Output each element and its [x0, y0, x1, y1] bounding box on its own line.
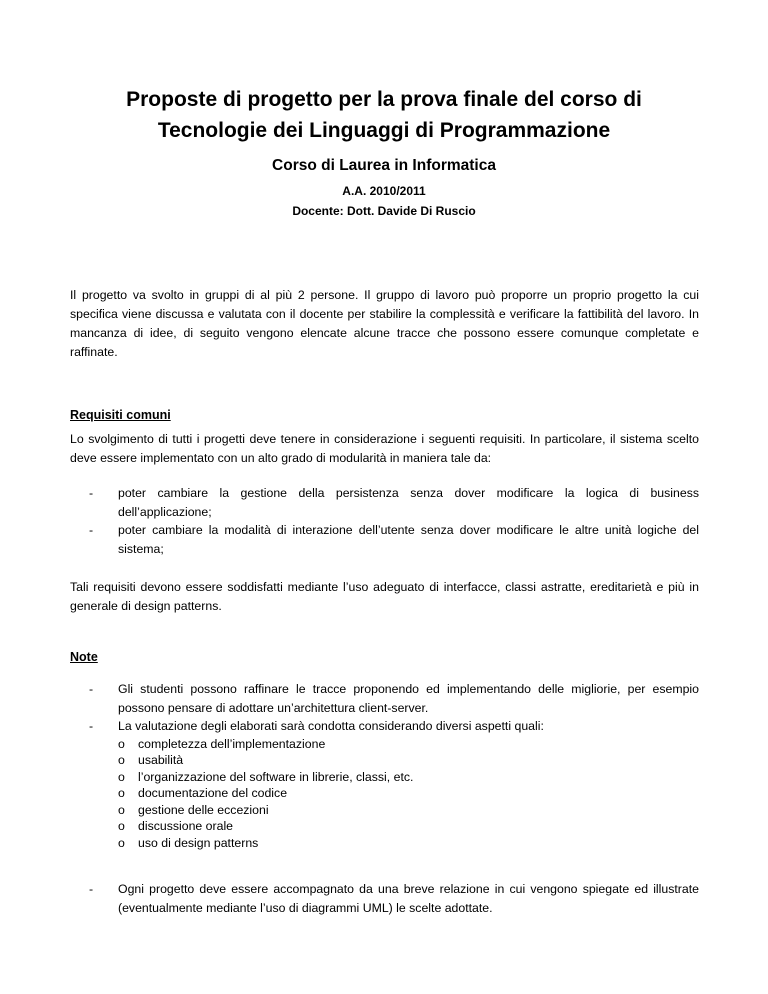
list-item-text: Gli studenti possono raffinare le tracce proponendo ed implementando delle migliorie, per esempio possono pensare di adottare un’architettura client-server.	[118, 682, 699, 715]
criteria-item	[118, 802, 699, 819]
list-item	[70, 680, 699, 717]
list-item	[70, 880, 699, 917]
list-item-text: poter cambiare la modalità di interazione dell’utente senza dover modificare le altre unità logiche del sistema;	[118, 523, 699, 556]
dash-bullet: -	[89, 486, 94, 500]
academic-year: A.A. 2010/2011	[342, 184, 426, 198]
circle-bullet: o	[118, 786, 125, 800]
requisiti-footer: Tali requisiti devono essere soddisfatti mediante l’uso adeguato di interfacce, classi astratte, ereditarietà e più in generale di design patterns.	[70, 580, 699, 613]
list-item-text: La valutazione degli elaborati sarà condotta considerando diversi aspetti quali:	[118, 719, 544, 733]
criteria-item	[118, 752, 699, 769]
title-line-1: Proposte di progetto per la prova finale del corso di	[126, 88, 642, 111]
criteria-item	[118, 835, 699, 852]
list-item-text: Ogni progetto deve essere accompagnato da una breve relazione in cui vengono spiegate ed illustrate (eventualmente mediante l’uso di diagrammi UML) le scelte adottate.	[118, 882, 699, 915]
circle-bullet: o	[118, 769, 125, 784]
list-item	[70, 484, 699, 521]
list-item	[70, 521, 699, 558]
requisiti-paragraph: Lo svolgimento di tutti i progetti deve tenere in considerazione i seguenti requisiti. In particolare, il sistema scelto deve essere implementato con un alto grado di modularità in maniera tale da:	[70, 432, 699, 465]
dash-bullet: -	[89, 882, 94, 896]
requisiti-list	[70, 484, 699, 558]
criteria-text: documentazione del codice	[138, 786, 288, 800]
criteria-text: uso di design patterns	[138, 835, 259, 850]
criteria-item	[118, 818, 699, 835]
criteria-text: usabilità	[138, 753, 184, 767]
note-heading: Note	[70, 650, 98, 664]
criteria-text: discussione orale	[138, 819, 234, 833]
criteria-text: l’organizzazione del software in librerie, classi, etc.	[138, 769, 414, 784]
circle-bullet: o	[118, 835, 125, 850]
criteria-text: completezza dell’implementazione	[138, 736, 326, 751]
teacher-name: Docente: Dott. Davide Di Ruscio	[292, 204, 476, 218]
criteria-text: gestione delle eccezioni	[138, 802, 269, 817]
requisiti-heading: Requisiti comuni	[70, 408, 171, 422]
intro-paragraph: Il progetto va svolto in gruppi di al più 2 persone. Il gruppo di lavoro può proporre un proprio progetto la cui specifica viene discussa e valutata con il docente per stabilire la complessità e verificare la fattibilità del lavoro. In mancanza di idee, di seguito vengono elencate alcune tracce che possono essere comunque completate e raffinate.	[70, 288, 699, 359]
dash-bullet: -	[89, 523, 94, 537]
circle-bullet: o	[118, 819, 125, 833]
document-title	[0, 84, 768, 146]
criteria-item	[118, 769, 699, 786]
list-item	[70, 717, 699, 851]
criteria-list	[118, 736, 699, 852]
criteria-item	[118, 736, 699, 753]
title-line-2: Tecnologie dei Linguaggi di Programmazione	[157, 119, 611, 142]
note-list-last	[70, 880, 699, 917]
criteria-item	[118, 785, 699, 802]
dash-bullet: -	[89, 682, 94, 696]
circle-bullet: o	[118, 736, 125, 751]
list-item-text: poter cambiare la gestione della persistenza senza dover modificare la logica di business dell’applicazione;	[118, 486, 699, 519]
circle-bullet: o	[118, 753, 125, 767]
course-name: Corso di Laurea in Informatica	[272, 157, 496, 174]
circle-bullet: o	[118, 802, 125, 817]
note-list	[70, 680, 699, 851]
dash-bullet: -	[89, 719, 94, 733]
